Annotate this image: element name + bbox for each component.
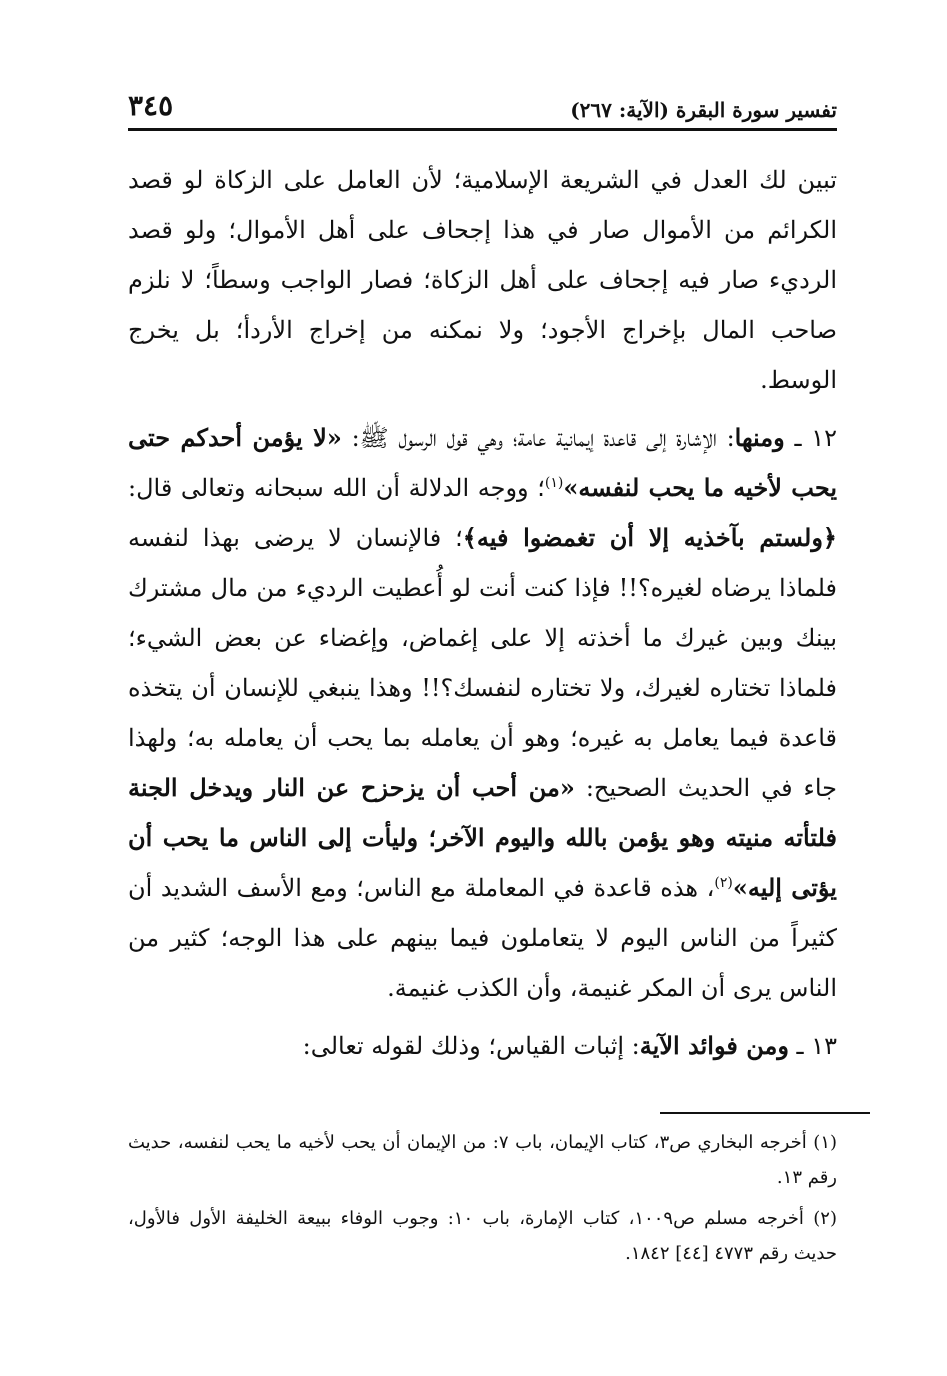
text-run: : الإشارة إلى قاعدة إيمانية عامة؛ وهي قول الرسول ﷺ: <box>341 424 735 452</box>
page-header <box>128 82 837 131</box>
text-run: : إثبات القياس؛ وذلك لقوله تعالى: <box>302 1032 640 1060</box>
footnote-ref: (٢) <box>714 875 733 891</box>
paragraph-1: تبين لك العدل في الشريعة الإسلامية؛ لأن العامل على الزكاة لو قصد الكرائم من الأموال صار في هذا إجحاف على أهل الأموال؛ ولو قصد الرديء صار فيه إجحاف على أهل الزكاة؛ فصار الواجب وسطاً؛ لا نلزم صاحب المال بإخراج الأجود؛ ولا نمكنه من إخراج الأردأ؛ بل يخرج الوسط. <box>128 166 837 394</box>
footnotes <box>128 1125 837 1271</box>
page-number: ٣٤٥ <box>128 89 174 122</box>
footnote-text: أخرجه مسلم ص١٠٠٩، كتاب الإمارة، باب ١٠: وجوب الوفاء ببيعة الخليفة الأول فالأول، حديث رقم ٤٧٧٣ [٤٤] ١٨٤٢. <box>128 1208 837 1264</box>
paragraph-12 <box>128 413 837 1013</box>
paragraph-13 <box>128 1021 837 1071</box>
text-run: ؛ ووجه الدلالة أن الله سبحانه وتعالى قال: <box>128 474 545 502</box>
running-title: تفسير سورة البقرة (الآية: ٢٦٧) <box>570 98 837 122</box>
point-lead: ومن فوائد الآية <box>639 1031 789 1060</box>
text-run: ؛ فالإنسان لا يرضى بهذا لنفسه فلماذا يرضاه لغيره؟!! فإذا كنت أنت لو أُعطيت الرديء من مال مشترك بينك وبين غيرك ما أخذته إلا على إغماض، وإغضاء عن بعض الشيء؛ فلماذا تختاره لغيرك، ولا تختاره لنفسك؟!! وهذا ينبغي للإنسان أن يتخذه قاعدة فيما يعامل به غيره؛ وهو أن يعامله بما يحب أن يعامله به؛ ولهذا جاء في الحديث الصحيح: <box>128 524 837 802</box>
footnote-number: (٢) <box>813 1208 837 1229</box>
point-lead: ومنها <box>734 423 785 452</box>
hadith-quote: «من أحب أن يزحزح عن النار ويدخل الجنة فلتأته منيته وهو يؤمن بالله واليوم الآخر؛ وليأت إلى الناس ما يحب أن يؤتى إليه» <box>128 773 837 902</box>
footnote-ref: (١) <box>544 475 564 491</box>
footnote-1 <box>128 1125 837 1195</box>
point-number: ١٢ ـ <box>784 424 838 452</box>
footnote-2 <box>128 1201 837 1271</box>
footnote-separator <box>660 1112 870 1114</box>
footnote-text: أخرجه البخاري ص٣، كتاب الإيمان، باب ٧: من الإيمان أن يحب لأخيه ما يحب لنفسه، حديث رقم ١٣. <box>128 1132 837 1188</box>
quran-verse: ﴿ولستم بآخذيه إلا أن تغمضوا فيه﴾ <box>462 523 837 552</box>
text-run: ، هذه قاعدة في المعاملة مع الناس؛ ومع الأسف الشديد أن كثيراً من الناس اليوم لا يتعاملون فيما بينهم على هذا الوجه؛ كثير من الناس يرى أن المكر غنيمة، وأن الكذب غنيمة. <box>128 874 837 1002</box>
footnote-number: (١) <box>813 1132 838 1153</box>
hadith-quote: «لا يؤمن أحدكم حتى يحب لأخيه ما يحب لنفسه» <box>128 423 838 502</box>
point-number: ١٣ ـ <box>788 1032 837 1060</box>
main-text <box>128 155 837 1071</box>
